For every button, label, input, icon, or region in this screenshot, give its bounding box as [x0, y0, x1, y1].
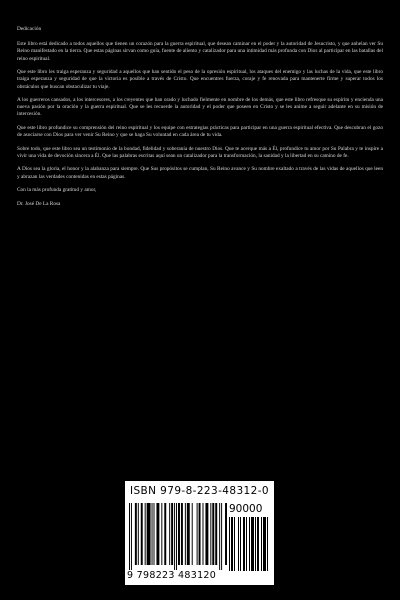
barcode-bar: [251, 517, 254, 571]
dedication-paragraph: A Dios sea la gloria, el honor y la alabanza para siempre. Que Sus propósitos se cumplan, Su Reino avance y Su nombre exaltado a través de las vidas de aquellos que leen y abrazan las verdades contenidas en estas páginas.: [17, 166, 383, 180]
barcode-bar: [138, 503, 139, 565]
barcode-bar: [215, 503, 217, 565]
dedication-heading: Dedicación: [17, 26, 42, 32]
barcode-bar: [141, 503, 143, 565]
barcode-bar: [249, 517, 250, 571]
dedication-paragraph: Que este libro les traiga esperanza y seguridad a aquellos que han sentido el peso de la opresión espiritual, los ataques del enemigo y las luchas de la vida, que este libro traiga esperanza y seguridad de que la victoria es posible a través de Cristo. Que encuentres fuerza, coraje y fe renovada para mantenerte firme y superar todos los obstáculos que buscan obstaculizar tu viaje.: [17, 69, 383, 90]
barcode-bar: [181, 503, 183, 565]
barcode-bar: [261, 517, 262, 571]
barcode-bar: [169, 503, 170, 565]
addon-barcode-bars: [229, 517, 269, 571]
barcode-bar: [246, 517, 247, 571]
dedication-paragraph: Que este libro profundice su comprensión del reino espiritual y los equipe con estrategias prácticas para participar en una guerra espiritual efectiva. Que descubran el gozo de asociarse con Dios para ver venir Su Reino y que se haga Su voluntad en cada área de tu vida.: [17, 124, 383, 139]
barcode-bar: [267, 517, 268, 571]
barcode-bar: [161, 503, 162, 565]
barcode-bar: [240, 517, 241, 571]
dedication-paragraph: Este libro está dedicado a todos aquellos que tienen un corazón para la guerra espiritual, que desean caminar en el poder y la autoridad de Jesucristo, y que anhelan ver Su Reino manifestado en la tierra. Que estas páginas sirvan como guía, fuente de aliento y catalizador para una intimidad más profunda con Dios al participar en las batallas del reino espiritual.: [17, 41, 383, 62]
dedication-paragraph: Sobre todo, que este libro sea un testimonio de la bondad, fidelidad y soberanía de nuestro Dios. Que te acerque más a Él, profundice tu amor por Su Palabra y te inspire a vivir una vida de devoción sincera a Él. Que las palabras escritas aquí sean un catalizador para la transformación, la sanidad y la libertad en su camino de fe.: [17, 145, 383, 159]
isbn-label: ISBN 979-8-223-48312-0: [130, 485, 269, 497]
author-signature: Dr. José De La Rosa: [17, 200, 61, 207]
isbn-barcode: [125, 481, 274, 585]
barcode-bar: [154, 503, 155, 565]
barcode-bar: [205, 503, 208, 565]
barcode-bar: [178, 503, 180, 565]
ean-barcode-bars: [129, 503, 227, 571]
barcode-bar: [257, 517, 259, 571]
barcode-bar: [203, 503, 204, 565]
barcode-bar: [147, 503, 151, 565]
barcode-bar: [243, 517, 245, 571]
barcode-bar: [135, 503, 137, 565]
dedication-text: [17, 26, 383, 214]
barcode-bar: [185, 503, 186, 565]
barcode-bar: [212, 503, 214, 565]
barcode-bar: [225, 503, 227, 565]
barcode-bar: [197, 503, 198, 565]
barcode-bar: [199, 503, 201, 565]
barcode-bar: [238, 517, 239, 571]
barcode-bar: [152, 503, 153, 565]
barcode-bar: [192, 503, 193, 565]
barcode-bar: [131, 503, 132, 570]
barcode-bar: [231, 517, 233, 571]
barcode-bar: [263, 517, 266, 571]
barcode-bar: [221, 503, 222, 570]
barcode-bar: [210, 503, 211, 565]
barcode-bar: [156, 503, 159, 565]
ean-digits: 9 798223 483120: [127, 570, 217, 581]
closing-line: Con la más profunda gratitud y amor,: [17, 187, 97, 194]
barcode-bar: [171, 503, 173, 565]
barcode-bar: [145, 503, 146, 565]
barcode-bar: [164, 503, 166, 565]
barcode-bar: [176, 503, 177, 570]
barcode-bar: [234, 517, 235, 571]
dedication-paragraph: A los guerreros cansados, a los intercesores, a los creyentes que han orado y luchado fielmente en nombre de los demás, que este libro refresque su espíritu y encienda una nueva pasión por la oración y la guerra espiritual. Que se les recuerde la autoridad y el poder que poseen en Cristo y se les anime a seguir adelante en su misión de intercesión.: [17, 97, 383, 118]
barcode-bar: [174, 503, 175, 570]
barcode-bar: [187, 503, 190, 565]
barcode-bar: [229, 517, 230, 571]
barcode-bar: [219, 503, 220, 570]
barcode-bar: [129, 503, 130, 570]
barcode-bar: [255, 517, 256, 571]
price-code: 90000: [229, 503, 263, 515]
